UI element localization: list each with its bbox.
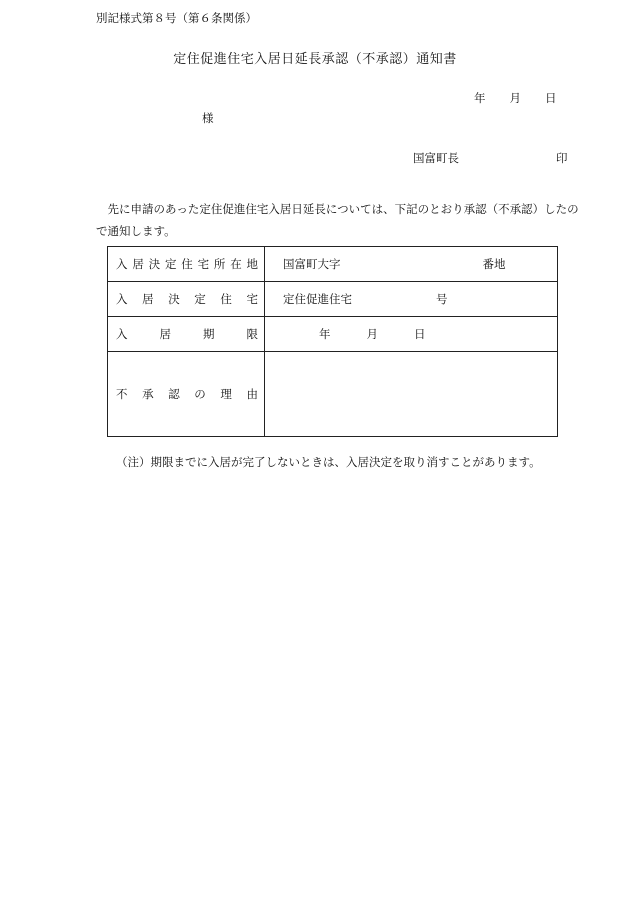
label-char: 定 [194,292,206,306]
label-char: 決 [148,257,161,271]
label-char: 宅 [246,292,258,306]
label-char: 居 [132,257,144,271]
label-location [108,247,265,282]
deadline-month: 月 [366,327,378,341]
deadline-year: 年 [319,327,331,341]
date-year: 年 [474,91,486,105]
body-paragraph: 先に申請のあった定住促進住宅入居日延長については、下記のとおり承認（不承認）したので通知します。 [96,202,579,238]
label-char: 入 [116,292,128,306]
label-deadline [108,317,265,352]
label-char: 理 [220,387,232,401]
date-day: 日 [545,91,557,105]
label-reason [108,352,265,437]
label-char: 所 [213,257,226,271]
label-char: 定 [164,257,177,271]
label-char: 住 [220,292,232,306]
table-row [108,352,558,437]
table-row [108,247,558,282]
label-char: 入 [116,257,128,271]
label-char: 住 [181,257,193,271]
label-char: 入 [116,327,128,341]
value-house [265,282,558,317]
document-title: 定住促進住宅入居日延長承認（不承認）通知書 [173,52,457,67]
value-location [265,247,558,282]
date-month: 月 [509,91,521,105]
label-char: 不 [116,387,128,401]
label-house [108,282,265,317]
location-prefix: 国富町大字 [283,257,341,271]
form-number: 別記様式第８号（第６条関係） [96,11,257,25]
issuer-name: 国富町長 [413,151,459,165]
label-char: 認 [168,387,180,401]
label-char: 承 [142,387,154,401]
label-char: 由 [246,387,258,401]
label-char: 居 [159,327,171,341]
footnote: （注）期限までに入居が完了しないときは、入居決定を取り消すことがあります。 [116,455,541,469]
label-char: 期 [203,327,215,341]
table-row [108,317,558,352]
label-char: 決 [168,292,180,306]
deadline-day: 日 [414,327,426,341]
value-reason [265,352,558,437]
seal-mark: 印 [556,151,568,165]
label-char: 地 [246,257,258,271]
label-char: 居 [142,292,154,306]
label-char: 限 [246,327,258,341]
location-suffix: 番地 [482,257,506,271]
issue-date [474,90,557,106]
label-char: 在 [230,257,242,271]
info-table [107,246,558,437]
table-row [108,282,558,317]
value-deadline [265,317,558,352]
label-char: の [194,387,206,401]
house-suffix: 号 [436,292,448,306]
label-char: 宅 [197,257,210,271]
house-prefix: 定住促進住宅 [283,292,352,306]
addressee-suffix: 様 [202,111,214,125]
